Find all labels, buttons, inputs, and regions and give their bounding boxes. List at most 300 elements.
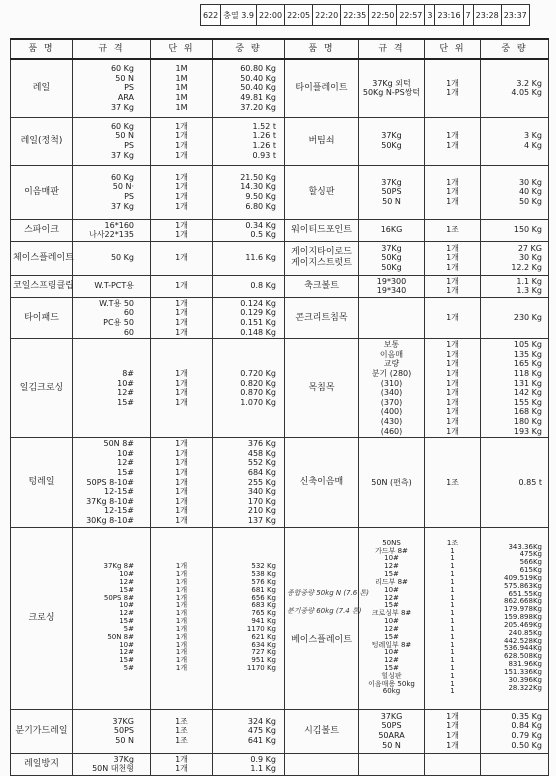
- left-weight-line: 340 Kg: [247, 487, 276, 497]
- right-spec: [359, 339, 425, 438]
- left-spec-line: 10#: [119, 640, 134, 649]
- right-unit-line: 1개: [446, 397, 459, 407]
- right-item-name-line: 워이티드포인트: [291, 224, 352, 235]
- left-spec-line: 8#: [122, 369, 134, 379]
- left-unit-line: 1개: [175, 664, 188, 672]
- right-spec-line: 보통: [383, 340, 400, 350]
- right-unit-line: 1: [450, 640, 455, 649]
- left-unit-line: 1M: [175, 83, 188, 93]
- left-unit: [151, 297, 213, 338]
- left-weight-line: 0.93 t: [252, 150, 276, 160]
- left-weight-line: 634 Kg: [251, 640, 276, 649]
- left-unit-line: 1개: [175, 308, 188, 318]
- left-weight-line: 684 Kg: [247, 467, 276, 477]
- right-unit-line: 1개: [446, 196, 459, 206]
- left-weight-line: 0.820 Kg: [240, 378, 276, 388]
- col-header: 단 위: [425, 39, 481, 59]
- right-item-name-line: 베이스플레이트: [291, 635, 352, 646]
- right-spec-line: 이음매용 50kg: [368, 679, 415, 688]
- left-weight-line: 475 Kg: [247, 726, 276, 736]
- right-unit: [425, 339, 481, 438]
- right-weight-line: 155 Kg: [513, 397, 542, 407]
- left-spec: [73, 59, 151, 117]
- left-weight-line: 458 Kg: [247, 448, 276, 458]
- right-spec-line: 12#: [384, 593, 399, 602]
- right-unit-line: 1개: [446, 276, 459, 286]
- right-item-name: [285, 709, 359, 753]
- left-spec-line: 12#: [117, 458, 134, 468]
- left-spec: [73, 339, 151, 438]
- right-spec: [359, 117, 425, 165]
- left-spec: [73, 297, 151, 338]
- right-unit-line: 1개: [446, 78, 459, 88]
- right-weight-line: 40 Kg: [518, 187, 542, 197]
- right-unit-line: 1: [450, 679, 455, 688]
- right-spec-line: 37KG: [380, 711, 403, 721]
- left-unit-line: 1개: [175, 593, 188, 602]
- left-unit: [151, 753, 213, 775]
- left-spec: [73, 117, 151, 165]
- left-spec-line: 50 N: [115, 735, 134, 745]
- right-spec: [359, 219, 425, 241]
- left-item-name-line: 레일방지: [24, 758, 59, 769]
- left-unit-line: 1개: [175, 253, 188, 263]
- left-unit: [151, 219, 213, 241]
- right-unit-line: 1: [450, 632, 455, 641]
- left-spec-line: 16*160: [104, 220, 134, 230]
- left-item-name: [11, 339, 73, 438]
- right-unit: [425, 241, 481, 275]
- left-unit-line: 1개: [175, 764, 188, 774]
- left-item-name: [11, 297, 73, 338]
- left-unit-line: 1개: [175, 131, 188, 141]
- right-weight-line: 566Kg: [519, 558, 542, 567]
- right-weight-line: 30 Kg: [518, 177, 542, 187]
- left-item-name-line: 타이패드: [24, 312, 59, 323]
- left-unit-line: 1조: [175, 735, 188, 745]
- left-weight-line: 656 Kg: [251, 593, 276, 602]
- left-weight-line: 9.50 Kg: [245, 192, 276, 201]
- table-row: [11, 753, 549, 775]
- left-spec-line: 12-15#: [104, 487, 134, 497]
- right-unit-line: 1: [450, 648, 455, 657]
- right-unit-line: 1개: [446, 313, 459, 323]
- left-unit-line: 1개: [175, 439, 188, 449]
- left-unit-line: 1개: [175, 448, 188, 458]
- left-item-name: [11, 438, 73, 527]
- left-unit-line: 1개: [175, 562, 188, 571]
- left-weight-line: 0.151 Kg: [240, 318, 276, 328]
- left-spec-line: 15#: [119, 656, 134, 665]
- left-weight: [213, 297, 285, 338]
- right-spec-line: (310): [380, 378, 403, 388]
- right-weight-line: 28.322Kg: [508, 683, 542, 692]
- header-stamp: 22:05: [285, 5, 313, 25]
- left-spec-line: 37 Kg: [110, 150, 134, 160]
- header-stamp: 23:37: [503, 10, 527, 20]
- left-unit: [151, 527, 213, 709]
- left-weight: [213, 438, 285, 527]
- right-unit: [425, 117, 481, 165]
- left-unit-line: 1개: [175, 388, 188, 398]
- right-weight-line: 3.2 Kg: [516, 78, 542, 88]
- right-unit-line: 1: [450, 687, 455, 696]
- right-spec-line: 50Kg N-PS쌍턱: [362, 88, 421, 98]
- header-stamp: 충열 3.9: [221, 5, 257, 25]
- left-weight-line: 1170 Kg: [246, 624, 276, 633]
- right-unit-line: 1개: [446, 378, 459, 388]
- right-unit-line: 1개: [446, 141, 459, 150]
- left-item-name: [11, 753, 73, 775]
- right-spec-line: 50Kg: [381, 262, 402, 272]
- right-spec-line: (400): [380, 407, 403, 417]
- left-unit-line: 1개: [175, 487, 188, 497]
- left-weight-line: 6.80 Kg: [245, 201, 276, 211]
- left-weight-line: 324 Kg: [247, 716, 276, 726]
- header-stamp: 22:35: [341, 5, 369, 25]
- left-weight-line: 1.070 Kg: [240, 397, 276, 407]
- left-spec-line: 12#: [117, 388, 134, 398]
- left-unit-line: 1조: [175, 716, 188, 726]
- left-unit-line: 1M: [175, 102, 188, 112]
- right-weight-line: 409.519Kg: [504, 573, 542, 582]
- left-unit: [151, 438, 213, 527]
- right-weight-line: 168 Kg: [513, 407, 542, 417]
- col-header: 단 위: [151, 39, 213, 59]
- table-row: [11, 219, 549, 241]
- left-unit-line: 1개: [175, 397, 188, 407]
- right-weight: [481, 219, 549, 241]
- left-unit-line: 1개: [175, 220, 188, 230]
- header-row: [11, 39, 549, 59]
- left-weight-line: 941 Kg: [251, 617, 276, 626]
- handwritten-notes: [287, 588, 369, 615]
- left-weight-line: 0.34 Kg: [245, 220, 276, 230]
- right-spec-line: 50PS: [381, 721, 402, 731]
- right-spec-line: 교량: [383, 359, 400, 369]
- right-unit-line: 1개: [446, 407, 459, 417]
- left-weight-line: 0.5 Kg: [250, 230, 276, 240]
- right-weight-line: 651.55Kg: [508, 589, 542, 598]
- left-weight-line: 0.148 Kg: [240, 327, 276, 337]
- right-item-name-line: 콘크리트침목: [295, 312, 348, 323]
- col-header: 품 명: [285, 39, 359, 59]
- right-weight-line: 151.336Kg: [504, 667, 542, 676]
- right-weight: [481, 297, 549, 338]
- right-spec-line: 텅레일부 8#: [371, 640, 412, 649]
- left-weight-line: 50.40 Kg: [240, 73, 276, 83]
- right-unit-line: 1개: [446, 426, 459, 436]
- left-unit-line: 1개: [175, 378, 188, 388]
- right-weight-line: 4.05 Kg: [511, 88, 542, 98]
- right-spec-line: 힐싱판: [381, 671, 402, 680]
- right-weight-line: 862.668Kg: [504, 597, 542, 606]
- left-item-name: [11, 709, 73, 753]
- left-item-name-line: 스파이크: [24, 224, 59, 235]
- left-weight-line: 170 Kg: [247, 496, 276, 506]
- left-weight-line: 765 Kg: [251, 609, 276, 618]
- right-weight-line: 230 Kg: [513, 313, 542, 323]
- right-spec: [359, 241, 425, 275]
- col-header: 품 명: [11, 39, 73, 59]
- right-weight-line: 27 KG: [517, 243, 542, 253]
- left-unit-line: 1개: [175, 121, 188, 131]
- left-unit-line: 1개: [175, 201, 188, 211]
- left-unit-line: 1조: [175, 726, 188, 736]
- right-weight-line: 240.85Kg: [508, 628, 542, 637]
- right-unit-line: 1개: [446, 417, 459, 426]
- right-unit: [425, 709, 481, 753]
- left-spec-line: 15#: [119, 617, 134, 626]
- left-unit-line: 1개: [175, 192, 188, 201]
- right-item-name-line: 타이플레이트: [295, 82, 348, 93]
- left-spec: [73, 527, 151, 709]
- right-spec: [359, 275, 425, 297]
- right-spec-line: 60kg: [382, 687, 401, 696]
- left-weight: [213, 241, 285, 275]
- left-spec-line: 50 N·: [112, 182, 134, 192]
- right-spec: [359, 709, 425, 753]
- left-weight: [213, 753, 285, 775]
- left-spec-line: 37Kg 8#: [103, 562, 134, 571]
- left-unit: [151, 59, 213, 117]
- right-spec-line: 12#: [384, 656, 399, 665]
- right-item-name: [285, 275, 359, 297]
- left-item-name-line: 분기가드레일: [15, 725, 68, 736]
- right-weight: [481, 165, 549, 219]
- left-unit-line: 1개: [175, 617, 188, 626]
- right-spec: [359, 165, 425, 219]
- left-weight: [213, 709, 285, 753]
- left-unit-line: 1개: [175, 230, 188, 240]
- right-unit-line: 1개: [446, 369, 459, 379]
- left-unit-line: 1개: [175, 369, 188, 379]
- right-weight-line: 30 Kg: [518, 253, 542, 263]
- right-weight-line: 179.978Kg: [504, 605, 542, 614]
- right-spec-line: 19*300: [376, 276, 407, 286]
- left-spec-line: 50PS 8#: [103, 593, 134, 602]
- left-spec: [73, 241, 151, 275]
- material-weight-table: [10, 38, 549, 776]
- right-item-name-line: 시김볼트: [304, 725, 339, 736]
- left-item-name-line: 레일: [32, 82, 51, 93]
- left-weight-line: 11.6 Kg: [245, 253, 276, 263]
- right-weight: [481, 59, 549, 117]
- right-unit-line: 1개: [446, 88, 459, 98]
- right-spec-line: (430): [380, 417, 403, 426]
- right-spec-line: 15#: [384, 601, 399, 610]
- left-weight: [213, 59, 285, 117]
- left-spec-line: 5#: [123, 624, 134, 633]
- right-spec-line: 50 N: [382, 196, 401, 206]
- right-weight-line: 3 Kg: [524, 131, 542, 141]
- left-weight-line: 210 Kg: [247, 506, 276, 516]
- right-spec-line: 12#: [384, 562, 399, 571]
- right-unit-line: 1개: [446, 340, 459, 350]
- right-item-name-line: 게이지스트럿트: [291, 258, 352, 269]
- left-unit: [151, 165, 213, 219]
- right-weight: [481, 438, 549, 527]
- right-item-name: [285, 241, 359, 275]
- right-weight-line: 475Kg: [519, 550, 542, 559]
- right-unit: [425, 275, 481, 297]
- right-weight-line: 118 Kg: [513, 369, 542, 379]
- left-unit-line: 1개: [175, 570, 188, 579]
- left-unit-line: 1개: [175, 318, 188, 328]
- right-weight-line: 575.863Kg: [504, 581, 542, 590]
- right-unit-line: 1: [450, 585, 455, 594]
- right-spec-line: 50ARA: [378, 731, 405, 741]
- left-spec: [73, 219, 151, 241]
- left-spec-line: 10#: [117, 448, 134, 458]
- right-weight-line: 4 Kg: [524, 141, 542, 150]
- right-unit-line: 1: [450, 601, 455, 610]
- left-weight-line: 0.124 Kg: [240, 298, 276, 308]
- right-spec-line: (340): [380, 388, 403, 398]
- right-weight-line: 105 Kg: [513, 340, 542, 350]
- header-stamp: 22:00: [257, 5, 285, 25]
- col-header: 중 량: [213, 39, 285, 59]
- right-spec: [359, 59, 425, 117]
- right-weight-line: 0.50 Kg: [511, 740, 542, 750]
- right-spec-line: 37Kg: [381, 131, 402, 141]
- right-spec-line: 50PS: [381, 187, 402, 197]
- left-spec-line: 나사22*135: [89, 230, 134, 240]
- left-spec-line: PC용 50: [103, 318, 134, 328]
- left-unit-line: 1개: [175, 577, 188, 586]
- left-unit-line: 1개: [175, 515, 188, 525]
- right-weight-line: 343.36Kg: [508, 542, 542, 551]
- right-unit-line: 1개: [446, 177, 459, 187]
- left-weight-line: 1.1 Kg: [250, 764, 276, 774]
- header-stamp-strip: [200, 4, 530, 26]
- left-unit-line: 1개: [175, 141, 188, 150]
- left-spec: [73, 438, 151, 527]
- left-unit-line: 1M: [175, 64, 188, 74]
- right-weight-line: 442.528Kg: [504, 636, 542, 645]
- right-weight-line: 12.2 Kg: [511, 262, 542, 272]
- right-weight-line: 135 Kg: [513, 349, 542, 359]
- right-unit: [425, 527, 481, 709]
- left-unit: [151, 241, 213, 275]
- header-stamp: 23:16: [435, 5, 463, 25]
- left-spec-line: 37 Kg: [110, 102, 134, 112]
- right-unit-line: 1: [450, 656, 455, 665]
- left-weight: [213, 275, 285, 297]
- right-unit-line: 1: [450, 671, 455, 680]
- left-spec-line: 50 N: [115, 73, 134, 83]
- right-item-name: [285, 59, 359, 117]
- left-item-name-line: 이음매판: [24, 186, 59, 197]
- left-unit-line: 1개: [175, 640, 188, 649]
- right-spec-line: 37Kg: [381, 243, 402, 253]
- col-header: 규 격: [73, 39, 151, 59]
- left-spec-line: 50N 8#: [107, 632, 134, 641]
- left-spec-line: W.T용 50: [99, 298, 134, 308]
- right-unit-line: 1: [450, 577, 455, 586]
- left-weight: [213, 165, 285, 219]
- right-spec-line: 15#: [384, 664, 399, 672]
- right-spec-line: 리드부 8#: [375, 577, 408, 586]
- right-unit-line: 1조: [446, 477, 459, 487]
- right-item-name: [285, 117, 359, 165]
- right-item-name-line: 신축이음매: [299, 476, 344, 487]
- right-spec-line: 10#: [384, 648, 399, 657]
- right-spec-line: (370): [380, 397, 403, 407]
- right-spec-line: 10#: [384, 585, 399, 594]
- right-unit-line: 1조: [446, 225, 459, 235]
- left-unit-line: 1개: [175, 327, 188, 337]
- left-weight-line: 727 Kg: [251, 648, 276, 657]
- table-row: [11, 438, 549, 527]
- header-stamp: 622: [201, 5, 221, 25]
- right-item-name: [285, 165, 359, 219]
- left-unit-line: 1개: [175, 609, 188, 618]
- left-spec-line: 37 Kg: [110, 201, 134, 211]
- left-spec-line: W.T-PCT용: [94, 281, 134, 291]
- right-weight-line: 142 Kg: [513, 388, 542, 398]
- left-weight-line: 681 Kg: [251, 585, 276, 594]
- table-row: [11, 709, 549, 753]
- left-unit-line: 1개: [175, 172, 188, 182]
- left-unit: [151, 339, 213, 438]
- right-weight: [481, 241, 549, 275]
- left-spec-line: 50 Kg: [110, 253, 134, 263]
- left-spec-line: 37KG: [112, 716, 134, 726]
- left-unit-line: 1M: [175, 73, 188, 83]
- right-spec-line: 37Kg 외턱: [372, 78, 411, 88]
- right-weight-line: 1.3 Kg: [516, 286, 542, 296]
- left-unit-line: 1개: [175, 467, 188, 477]
- right-unit-line: 1: [450, 617, 455, 626]
- left-spec-line: 12#: [119, 577, 134, 586]
- left-item-name-line: 텅레일: [28, 476, 55, 487]
- left-item-name-line: 일김크로싱: [19, 382, 64, 393]
- right-unit-line: 1조: [446, 538, 459, 547]
- left-spec: [73, 165, 151, 219]
- right-weight-line: 165 Kg: [513, 359, 542, 369]
- right-unit: [425, 165, 481, 219]
- right-spec-line: 19*340: [376, 286, 407, 296]
- right-spec-line: 50N (편측): [371, 477, 412, 487]
- left-item-name: [11, 219, 73, 241]
- right-item-name: [285, 297, 359, 338]
- right-spec: [359, 753, 425, 775]
- right-spec: [359, 297, 425, 338]
- right-weight-line: 131 Kg: [513, 378, 542, 388]
- right-unit-line: 1: [450, 570, 455, 579]
- left-spec-line: 10#: [119, 601, 134, 610]
- left-spec-line: 30Kg 8-10#: [86, 515, 134, 525]
- left-unit-line: 1개: [175, 281, 188, 291]
- left-spec-line: 12#: [119, 648, 134, 657]
- right-weight-line: 0.35 Kg: [511, 711, 542, 721]
- right-unit-line: 1: [450, 562, 455, 571]
- left-unit-line: 1개: [175, 458, 188, 468]
- left-spec-line: 15#: [117, 397, 134, 407]
- right-item-name-line: 할싱판: [308, 186, 335, 197]
- left-weight-line: 641 Kg: [247, 735, 276, 745]
- right-spec-line: 37Kg: [381, 177, 402, 187]
- right-spec-line: (460): [380, 426, 403, 436]
- right-unit-line: 1: [450, 624, 455, 633]
- left-spec-line: PS: [124, 83, 134, 93]
- right-weight-line: 831.96Kg: [508, 660, 542, 669]
- right-item-name-line: 게이지타이로드: [291, 247, 352, 258]
- left-weight-line: 538 Kg: [251, 570, 276, 579]
- right-item-name: [285, 527, 369, 709]
- left-weight-line: 50.40 Kg: [240, 83, 276, 93]
